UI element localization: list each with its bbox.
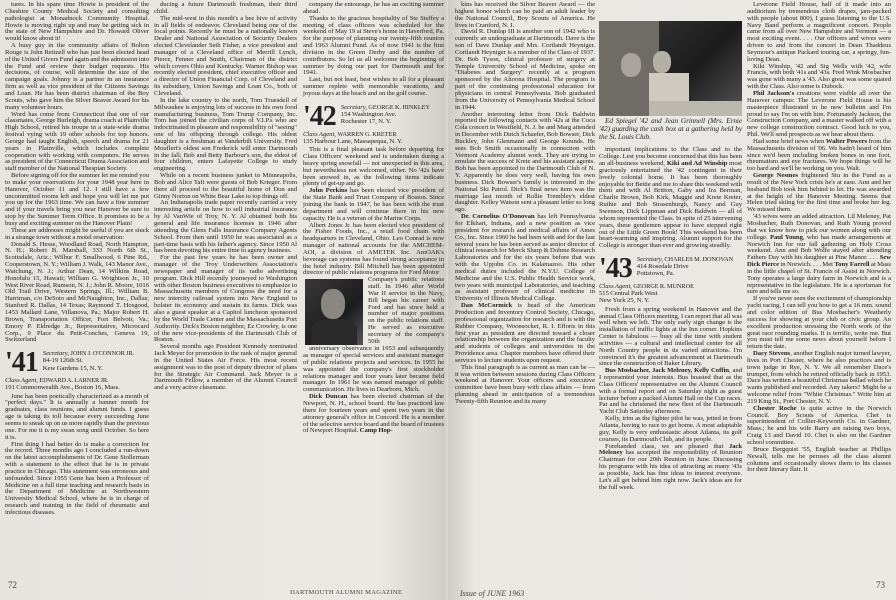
col-text (5, 2, 149, 344)
col-text (599, 147, 742, 250)
paragraph: Kelly, trim as the fighter pilot he was, jetted in from Atlanta, having to race to get home. A most adaptable guy, Kelly is very enthusiastic about Atlanta, its golf courses, its Dartmouth Club, and its people. (599, 415, 742, 443)
portrait-photo-bill-mitchell (305, 279, 363, 345)
photo-st-louis-club (599, 21, 742, 116)
secretary-name: JOHN J. O'CONNOR JR. (70, 350, 135, 358)
paragraph: These are addresses might be useful if you are stuck in a strange town without a motel reservation: (5, 226, 149, 241)
column-2 (154, 2, 297, 392)
secretary-label: Secretary, (42, 350, 69, 358)
agent-name: GEORGE R. MUNROE (633, 283, 694, 291)
paragraph: Dr. Cornelius O'Donovan has left Pennsylvania for Elkhart, Indiana, and a new position as vice president for research and medical affairs of Ames Co., Inc. Since 1960 he had been with and for the last several years he has been served as senior director of clinical research for Merck Sharp & Dohme Research Laboratories and for the six years before that was with the Upjohn Co. in Kalamazoo. His other medical duties included the N.Y.U. College of Medicine and the U.S. Public Health Service work, two years with municipal Laboratories, and teaching as assistant professor of clinical medicine in University of Illinois Medical College. (455, 213, 596, 303)
paragraph: While on a recent business junket to Minneapolis, Bob and Alice Taft were guests of Bob Krieger. From there all proceed to the beautiful home of Don and Ginny Norton on White Bear Lake to top things off. (154, 172, 297, 200)
paragraph: Chester Roche is quite active in the Norwich Council. Boy Scouts of America. Chet is superintendent of Collier-Keyworth Co. in Gardner, Mass.; he and his wife Barry are raising two boys, Craig 13 and David 10. Chet is also on the Gardner school committee. (747, 404, 891, 446)
paragraph: John Perkins has been elected vice president of the State Bank and Trust Company of Boston. Since joining the bank in 1947, he has been with the trust department and will continue there in his new capacity. He is a veteran of the Marine Corps. (303, 187, 444, 222)
page-number: 72 (8, 580, 17, 590)
paragraph: Before signing off for the summer let me remind you to make your reservations for your 1948 year here in Hanover, October 11 and 12. I still have a few uncommitted rooms left and hope you will let me put you up for the 1963 time. We can have a fine summer and if your travels bring you near Hanover be sure to stop by the Summer Term Office. It promises to be a busy and exciting summer on the Hanover Plain! (5, 172, 149, 227)
col-text (303, 346, 444, 435)
agent-label: Class Agent, (599, 283, 632, 291)
paragraph: ducing a future Dartmouth freshman, their third child. (154, 1, 297, 15)
photo-wrap-text: Company's public relations staff. In 1946 after World War II service in the Navy, Bill began his career with Ford and has since held a number of major positions on the public relations staff. He served as executive secretary of the company's 50th (368, 277, 444, 345)
agent-name: EDWARD A. LARNER JR. (39, 377, 109, 385)
class-header-42 (303, 100, 444, 132)
class-year: '41 (5, 347, 38, 379)
address-line: 154 Washington Ave. (340, 111, 397, 119)
paragraph: Bus Mosbacher, Jack Meleney, Kelly Coffin, and I represented your interests. Bus boasted that as the Class Officers' representative on the Alumni Council with a formal report and on Saturday night as guest lecturer before a packed Alumni Hall on the Cup races. Pat and he christened the new fleet of the Dartmouth Yacht Club Saturday afternoon. (599, 367, 742, 416)
paragraph: Word has come from Connecticut that one of our classmates, George Burleigh, drama coach at Plainville High School, retired his troupe in a state-wide drama festival vying with 19 other schools for top honors. George had taught English, speech and drama for 21 years in Plainville, which includes complete cooperation with working with computers. He serves as president of the Connecticut Drama Association and staff member of the National Thespian Society. (5, 110, 149, 173)
class-agent (599, 283, 742, 305)
agent-label: Class Agent, (303, 130, 336, 138)
paragraph: Leverone Field House, half of it made into an auditorium by tremendous cloth drapes, jam-packed with people (about 800), I guess listening to the U.S. Navy Band perform a magnificent concert. People came from all over New Hampshire and Vermont — a most exciting event. . . . Our officers and wives were driven to and from the concert in Dean Thaddeus Seymour's antique Packard touring car, a springy, fun-loving Dean. (747, 1, 891, 63)
paragraph: This final paragraph is as current as man can be — it was written between sessions during Class Officers weekend at Hanover. Your officers and executive committee have been busy with class affairs — from planning ahead in anticipation of a tremendous Twenty-fifth Reunion and its many (455, 363, 595, 405)
secretary-name: CHARLES M. DONOVAN (664, 256, 734, 264)
address-line: Pottstown, Pa. (636, 270, 675, 278)
paragraph: Dick Duncan has been elected chairman of the Newport, N. H., school board. He has practiced law there for fourteen years and spent two years in the attorney general's office in Concord. He is a member of the selective service board and the board of trustees of Newport Hospital. Camp Hop- (303, 393, 444, 435)
paragraph: company the entourage, he has an exciting summer ahead. (303, 1, 444, 15)
address-line: 84-19 126th St. (42, 357, 84, 365)
paragraph: anniversary observance in 1953 and subsequently as manager of special services and assistant manager of public relations projects and services. In 1955 he was appointed the company's first stockholder relations manager and four years later became field manager. In 1961 he was named manager of public communication. He lives in Dearborn, Mich. (303, 345, 444, 394)
paragraph: important implications to the Class and to the College. Lest you become concerned that this has been an all-business weekend, Kiki and Ad Winship most graciously entertained the '42 contingent in their lovely colonial home. It has been thoroughly enjoyable for Bettie and me to share this weekend with them and with Al Britton, Gaby and Ira Berman, Charlie Brown, Bob Kirk, Maggie and Krete Kreter, Ruthie and Bob Strasenburgh, Nancy and Guy Swenson, Dick Lippman and Dick Baldwin — all of whom represented the Class. In spite of 25 intervening years, these gentlemen appear to have stepped right out of the Little Green Book! This weekend has been heart-warming and inspiring. Alumni support for the College is stronger than ever and growing steadily. (599, 146, 742, 250)
paragraph: Another interesting letter from Dick Baldwin reported the following contacts with '42s at the Coca Cola concert in Westfield, N. J. he and Marg attended in December with Dutch Schaefer, Bob Bowser, Dick Buckley, John Glenmann and George Kounds. He sees Bob Smith occasionally in connection with Vermont Academy alumni work. They are trying to emulate the success of Krete and his assistant agents. Bob has been appointed to the Dartmouth Club of N. Y. Apparently he does very well, having his own business. Dick Bowser's family is interested in the National Ski Patrol. Dick's final news item was the marriage last month of Rollie Trembley's eldest daughter. Kelley Watson sent a pleasant letter so long ago. (455, 110, 595, 214)
paragraph: George Nesmes frightened Stu in the Fund as a result of the New York crisis he's at ease. Ann and her husband Bob took him behind to let. He was awarded at the height of the Hanover Meeting. Seems that Helen tried skiing for the first time and broke her leg. We missed them. (747, 172, 891, 214)
paragraph: Had some brief news when Walter Powers from the Massachusetts division of '06. We hadn't heard of him since we'd been including broken bones in one foot, rheumatism and eye fractures. We hope things will be too hard and we'll be working on you. Walt. (747, 137, 891, 173)
paragraph: This is a final pleasant task before departing for Class Officers' weekend and is undertaken during a heavy spring snowfall — not unexpected in this area, but nevertheless not welcomed, either. No '42s have been snowed in, as the following items indicate plenty of get-up and go. (303, 146, 444, 188)
column-1 (5, 2, 149, 517)
paragraph: In the lake country to the north, Tom Truesdell of Milwaukee is enjoying lots of success in his own food manufacturing business, Tom Trump Company, Inc. Tom has joined the civilian corps of V.I.P.s who are indoctrinated in pleasure and responsibility of "seeing" one of his offspring through college. His oldest daughter is a freshman at Vanderbilt University. Fred Mouflert's oldest son Frederick will enter Dartmouth in the fall; Bob and Betty Barbour's son, the eldest of four children, enters Lafayette College to study engineering. (154, 96, 297, 173)
paragraph: Thanks to the gracious hospitality of Ste Steffey a meeting of class officers was scheduled for the weekend of May 19 at Steve's home in Haverford, Pa. for the purpose of planning our twenty-fifth reunion and 1963 Alumni Fund. As of now 1941 is the first division in the Green Derby and the number of contributors. So let us all welcome the beginning of summer by doing our part for Dartmouth and for 1941. (303, 14, 444, 77)
column-2 (599, 2, 742, 491)
secretary-label: Secretary, (340, 103, 367, 111)
paragraph: Kiki Winship, '42 and Sig Wells with '42, wife Francis, with both '41s and '43s. Fred Wink Mosbacher was gone with many a '43. Also great was some quated with the Class. Also some is Dubock. (747, 62, 891, 91)
col-text (747, 2, 891, 474)
paragraph: For the past few years he has been owner and manager of the Troy Underwriters Association's newspaper and manager of its radio advertising program. Dick Hill recently journeyed to Washington with other Boston business executives to emphasize to Massachusetts members of Congress the need for a new intercity railroad system into New England to bolster its economy and sustain its farms. Dick was also a guest speaker at a Capitol luncheon sponsored by the World Trade Center and the Massachusetts Port Authority. Dick's Boston neighbor, Ez Crowley, is one of the new vice-presidents of the Dartmouth Club of Boston. (154, 254, 297, 344)
paragraph: Last, but not least, best wishes to all for a pleasant summer replete with memorable vacations, and joyous days at the beach and on the golf course. (303, 76, 444, 97)
paragraph: Phil Jackson's creations were visible all over the Hanover campus: The Leverone Field House is his masterpiece illustrated in he new bulletin and I'm proud to say I'm on with him. Fortunately Jackson, the Construction Company, and a master walked off with a new college construction contract. Good luck to you, Phil. We'll send prospects as we hear about them. (747, 89, 892, 139)
column-3 (303, 2, 444, 435)
paragraph: '43 wives were an added attraction. Lil Meleney, Pat Mosbacher, Ruth Donovan, and Ruth Young proved that we know how to pick our women along with our college. Paul Young, who has made arrangements at Norwich Inn for our fall gathering on Holy Cross weekend. Ann and Bob Wolfe stayed after attending Fathers Day with his daughter at Pine Manor. . . . Sew Dick Pierce in Norwich. . . . Met Tony Farrell at Mass in the little chapel of St. Francis of Assisi in Norwich. Tony operates a large dairy farm in Norwich and is a representative in the legislature. He is a sportsman for sure and tells me so. (747, 213, 891, 296)
column-3 (747, 2, 891, 474)
paragraph: David R. Dunlap III is another son of 1942 who is currently an undergraduate at Dartmouth. Dave is the son of Dave Dunlap and Mrs. Cortlandt Heyniger. Cortlandt Heyniger is a member of the Class of 1937. Dr. Bob Tyson, clinical professor of surgery at Temple University School of Medicine, spoke on "Diabetes and Surgery" recently at a program sponsored by the Altoona Hospital. The program is part of the continuing professional education for physicians in central Pennsylvania. Bob graduated from the University of Pennsylvania Medical School in 1944. (455, 28, 595, 111)
paragraph: The mid-west in this month's a bee hive of activity in all fields of endeavor. Cleveland being one of the focal points. Recently he must be a nationally known Dealer and National Association of Security Dealers elected Clevelander Seth Fisher, a vice president and manager of a Cleveland office of Merrill Lynch, Pierce, Fenner and Smith, Chairman of the district which covers Ohio and Kentucky. Warner Bishop was recently elected president, chief executive officer and a director of Union Financial Corp. of Cleveland and its subsidiary, Union Savings and Loan Co., both of Cleveland. (154, 14, 297, 97)
class-year: '42 (303, 100, 336, 132)
paragraph: Fresh from a spring weekend in Hanover and the annual Class Officers meeting, I can report that all was well when we left. The only early sign change is the installation of traffic lights at the Inn corner. Hopkins Center is fabulous — busy all the time with student activities — a cultural and intellectual center for all North Country people in its varied attractions. I'm convinced it's the greatest advancement at Dartmouth since the construction of Baker Library. (599, 305, 742, 368)
secretary-name: GEORGE K. HINKLEY (368, 103, 430, 111)
address-line: 414 Rosedale Drive (636, 263, 689, 271)
paragraph: Bruce Bergquist '55, English teacher at Phillips Newall, tells me he peruses all the class alumni columns and occasionally shows them to his classes for their literary flair. It (747, 445, 891, 474)
class-header-43 (599, 253, 742, 285)
column-1 (455, 2, 595, 406)
class-header-41 (5, 347, 149, 379)
col-text (303, 147, 444, 277)
paragraph: June has been poetically characterized as a month of "perfect days." It is annually a banner month for graduates, class reunions, and alumni funds. I guess age is taking its toll because every succeeding June seems to sneak up on us more rapidly than the previous one. For me it is my swan song until October. So here it is. (5, 392, 149, 441)
right-page (448, 0, 896, 600)
paragraph: An Indianapolis trade paper recently carried a very interesting article on how to sell industrial insurance by Al VanWie of Troy, N. Y. Al obtained both his general and life insurance licenses in 1946 after attending the Glens Falls Insurance Company Agents School. From then until 1950 he was associated as a part-time basis with his father's agency. Since 1950 Al has been devoting his entire time to agency business. (154, 199, 297, 255)
agent-address: 191 Commonwealth Ave., Boston 16, Mass. (5, 384, 120, 392)
col-text (5, 394, 149, 517)
footer-issue-date: Issue of JUNE 1963 (460, 589, 525, 598)
paragraph: Several months ago President Kennedy nominated Jack Meyer for promotion to the rank of major general in the United States Air Force. His most recent assignment was to the post of deputy director of plans for the Strategic Air Command. Jack Meyer is a Dartmouth Fellow, a member of the Alumni Council and a very active classmate. (154, 343, 297, 392)
footer-magazine-title: DARTMOUTH ALUMNI MAGAZINE (290, 589, 403, 596)
agent-name: WARREN G. KRETER (337, 130, 397, 138)
paragraph: First thing I had better do is make a correction for the record. Three months ago I concluded a run-down on the latest accomplishments of Dr. Gene Stollerman with a statement to the effect that he is in private practice in Chicago. This statement was erroneous and unfounded. Since 1955 Gene has been a Professor of Medicine on a full time teaching and research basis in the Department of Medicine at Northwestern University Medical School, where he is in charge of research and training in the field of rheumatic and infectious diseases. (5, 440, 149, 516)
paragraph: tures. In his spare time Howie is president of the Cheshire County Medical Society and consulting pathologist at Monadnock Community Hospital. Howie is moving right up and may be getting sick in the state of New Hampshire and Dr. Howard Oliver would know about it! (5, 1, 149, 43)
class-agent (5, 377, 149, 391)
col-text (154, 2, 297, 392)
paragraph: kins has received the Silver Beaver Award — the highest honor which can be paid an adult leader by the National Council, Boy Scouts of America. He lives in Cranford, N. J. (455, 1, 595, 29)
address-line: Rochester 17, N. Y. (340, 118, 392, 126)
paragraph: A busy guy in the community affairs of Bolton Rouge is John Reitzell who has just been elected head of the United Givers Fund again and the admission into the Fund and review their budget requests. His decisions, of course, will determine the size of the campaign goals. Johnny is a partner in an insurance firm as well as vice president of the Citizens Savings and Loan. He has been district chairman of the Boy Scouts, who gave him the Silver Beaver Award for his many volunteer hours. (5, 42, 149, 111)
left-page (0, 0, 446, 600)
paragraph: Donald S. Hesse, Woodland Road, North Hampton, N. H.; Robert B. Marshall, 333 North 6th St., Scottsdale, Ariz.; Wilbur F. Smallwood, 6 Pine Rd., Cooperstown, N. Y.; William J. Walk, 143 Manor Ave., Watchung, N. J.; Arthur Dean, 14 Wilkins Road, Honolulu 15, Hawaii; William G. Wrightson Jr., 10 West River Road, Rumson, N. J.; John R. Moore, 1016 Old Trail Drive, Western Springs, Ill.; William B. Harriman, c/o DeSoto and McNaughton, Inc., Dallas; Stanford R. Dallas, 14 Texas; Raymond T. Hosgood, 1453 Mallard Lane, Villanova, Pa.; Major Robert H. Brown, Transportation Officer, Fort Belvoir, Va.; Emory P. Eldredge Jr., Representative, Microcard Corp., 9 Place du Petit-Conches, Geneva 19, Switzerland (5, 240, 149, 344)
col-text (303, 2, 444, 98)
col-text (455, 2, 595, 406)
address-line: Kew Gardens 15, N. Y. (42, 364, 103, 372)
agent-address: 515 Central Park West New York 25, N. Y. (599, 290, 658, 305)
secretary-label: Secretary, (636, 256, 663, 264)
class-year: '43 (599, 253, 632, 285)
paragraph: If you've never seen the excitement of championship yacht racing, I can tell you how to get a 16 mm. sound and color edition of Bus Mosbacher's Weatherly success for showing at your club or civic group. An excellent production stressing the North work of the great race rounding marks. It is terrific, write me. But you must tell me some news about yourself before I return the date. (747, 295, 891, 351)
paragraph: Dan McCormick is head of the American Production and Inventory Control Society, Chicago, professional organization for research and is with the Rubber Company, Woonsocket, R. I. Efforts in this first year as president are directed toward a closer relationship between the organization and the faculty and students of colleges and universities in the Providence area. Chapter members have offered their services to lecture students upon request. (455, 302, 595, 364)
photo-caption: Ed Spiegel '42 and Jean Grinnell (Mrs. Ernie '42) guarding the cash box at a gathering held by the St. Louis Club. (599, 117, 742, 141)
page-number: 73 (876, 580, 885, 590)
agent-label: Class Agent, (5, 377, 38, 385)
class-agent (303, 131, 444, 145)
paragraph: Albert Jones Jr. has been elected vice president of the Fisher Foods, Inc., a retail food chain with headquarters in Cleveland, Ohio. Leo Conrad is now manager of national accounts for the AMCHEM-AOI, a division of AMETEK Inc. AmOAK's beverage can systems has found strong acceptance in the hotel industry. Bill Mitchell has been appointed director of public relations programs for Ford Motor (303, 221, 444, 277)
paragraph: Forehanded class, we are pleased that Jack Meleney has accepted the responsibility of Reunion Chairman for our 20th Reunion in June. Discussing his programs with his idea of attracting as many '43s as possible, Jack has fine ideas to interest everyone. Let's all get behind him right now. Jack's ideas are for the full week. (599, 442, 742, 491)
col-text (599, 307, 742, 492)
agent-address: 135 Harbour Lane, Massapequa, N. Y. (303, 138, 403, 146)
paragraph: Dacy Stevens, another English major turned lawyer, lives in Port Chester, where he also practices and is town judge in Rye, N. Y. We all remember Dace's trumpet, from which he retired officially back in 1953. Dace has written a beautiful Christmas ballad which he wants published and recorded. Any takers? Might be a welcome relief from "White Christmas." Write him at 219 King St., Port Chester, N. Y. (747, 350, 891, 405)
